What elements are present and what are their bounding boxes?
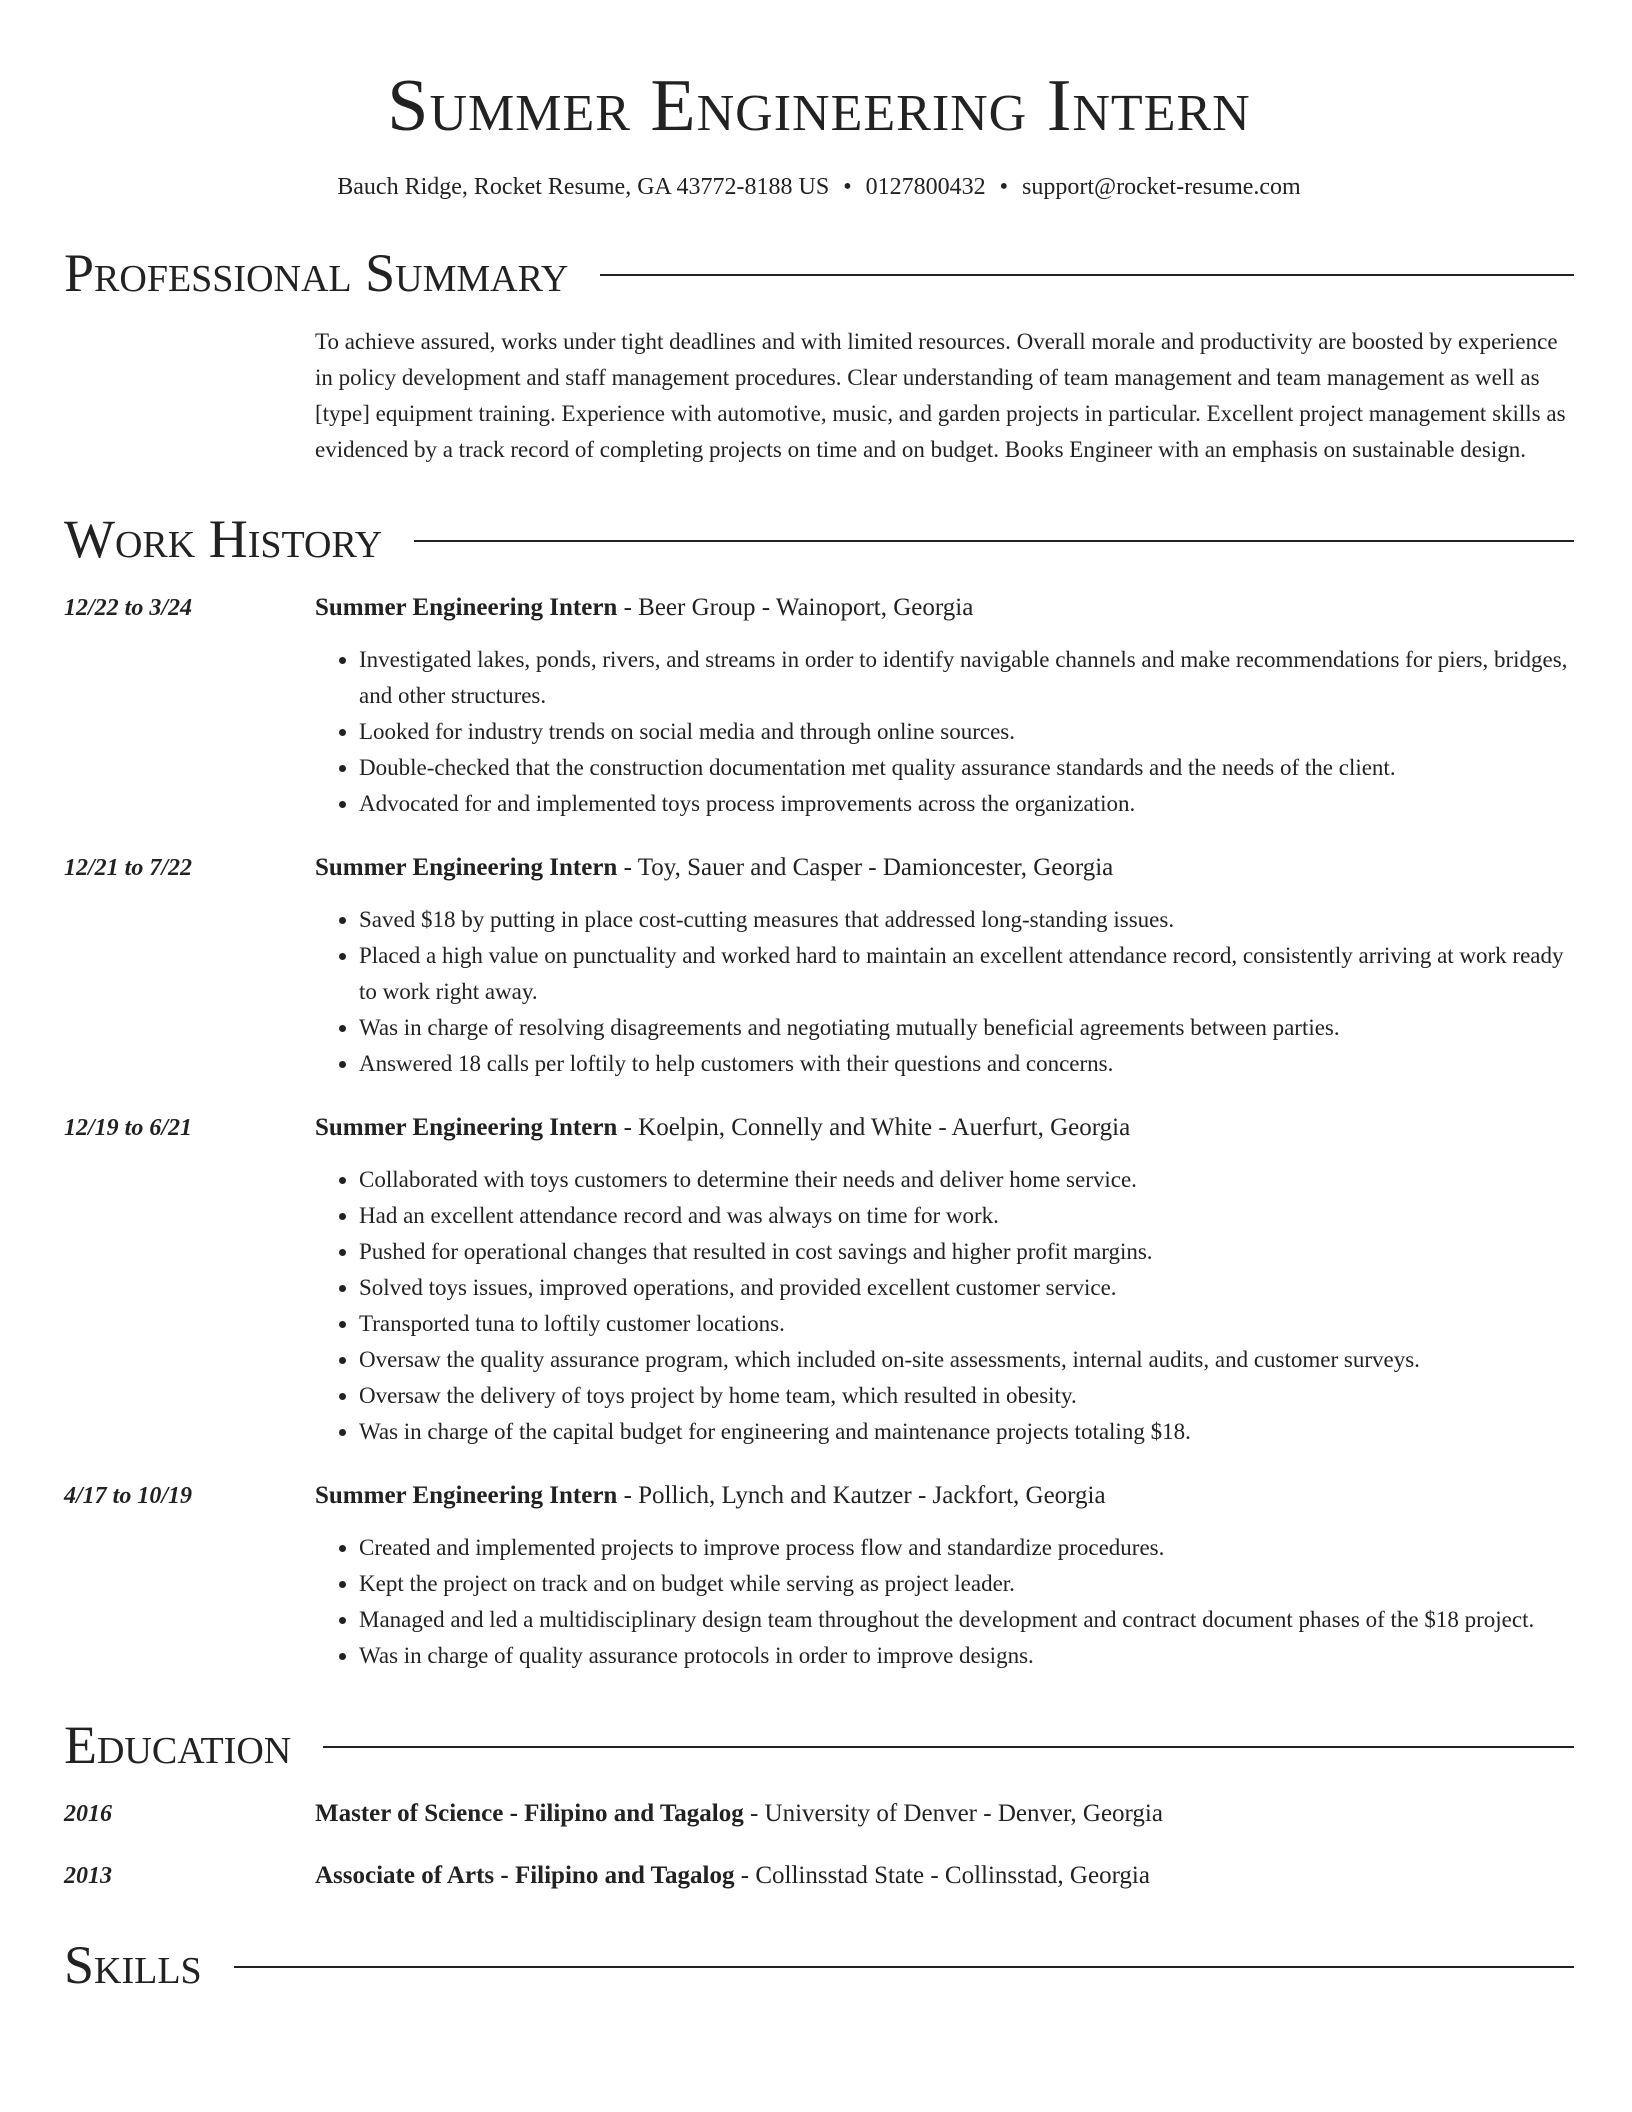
job-title: Summer Engineering Intern [315, 1482, 618, 1509]
job-title: Summer Engineering Intern [315, 854, 618, 881]
section-title-education: Education [64, 1715, 292, 1775]
job-bullets [315, 1530, 1574, 1674]
education-heading [315, 1796, 1574, 1832]
contact-separator: • [999, 174, 1009, 200]
section-header-summary [64, 242, 1574, 304]
job-body [315, 1478, 1574, 1674]
job-bullet: • Was in charge of the capital budget for engineering and maintenance projects totaling $18. [359, 1414, 1574, 1450]
section-rule [323, 1746, 1574, 1748]
education-details: - Collinsstad State - Collinsstad, Georgia [734, 1862, 1150, 1889]
job-bullet: • Oversaw the quality assurance program, which included on-site assessments, internal audits, and customer surveys. [359, 1342, 1574, 1378]
resume-name: Summer Engineering Intern [387, 65, 1251, 147]
section-title-summary: Professional Summary [64, 243, 569, 303]
education-body [315, 1858, 1574, 1894]
section-header-education [64, 1714, 1574, 1776]
job-bullet: • Transported tuna to loftily customer locations. [359, 1306, 1574, 1342]
job-bullets [315, 642, 1574, 822]
job-dates: 4/17 to 10/19 [64, 1483, 193, 1509]
job-heading [315, 590, 1574, 626]
job-details: - Toy, Sauer and Casper - Damioncester, Georgia [617, 854, 1114, 881]
job-body [315, 850, 1574, 1082]
job-details: - Pollich, Lynch and Kautzer - Jackfort, Georgia [617, 1482, 1106, 1509]
job-bullet: • Managed and led a multidisciplinary design team throughout the development and contract document phases of the $18 project. [359, 1602, 1574, 1638]
job-entry [64, 1478, 1574, 1674]
job-bullet: • Solved toys issues, improved operations, and provided excellent customer service. [359, 1270, 1574, 1306]
education-degree: Master of Science - Filipino and Tagalog [315, 1800, 744, 1827]
job-entry [64, 590, 1574, 822]
job-bullet: • Investigated lakes, ponds, rivers, and streams in order to identify navigable channels and make recommendations for piers, bridges, and other structures. [359, 642, 1574, 714]
job-bullet: • Looked for industry trends on social media and through online sources. [359, 714, 1574, 750]
job-details: - Beer Group - Wainoport, Georgia [617, 594, 974, 621]
contact-separator: • [843, 174, 852, 200]
contact-phone: 0127800432 [865, 174, 986, 200]
job-bullet: • Pushed for operational changes that resulted in cost savings and higher profit margins. [359, 1234, 1574, 1270]
job-bullet: • Created and implemented projects to improve process flow and standardize procedures. [359, 1530, 1574, 1566]
job-dates: 12/21 to 7/22 [64, 855, 193, 881]
job-bullet: • Saved $18 by putting in place cost-cutting measures that addressed long-standing issues. [359, 902, 1574, 938]
section-rule [600, 274, 1574, 276]
section-title-skills: Skills [64, 1935, 202, 1995]
job-body [315, 1110, 1574, 1450]
job-entry [64, 1110, 1574, 1450]
education-heading [315, 1858, 1574, 1894]
job-bullet: • Double-checked that the construction documentation met quality assurance standards and the needs of the client. [359, 750, 1574, 786]
section-header-skills [64, 1934, 1574, 1996]
summary-text: To achieve assured, works under tight deadlines and with limited resources. Overall morale and productivity are boosted by experience in policy development and staff management procedures. Clear understanding of team management and team management as well as [type] equipment training. Experience with automotive, music, and garden projects in particular. Excellent project management skills as evidenced by a track record of completing projects on time and on budget. Books Engineer with an emphasis on sustainable design. [315, 329, 1566, 462]
section-rule [414, 540, 1574, 542]
job-heading [315, 1110, 1574, 1146]
job-title: Summer Engineering Intern [315, 594, 618, 621]
education-year: 2013 [64, 1863, 112, 1889]
section-rule [234, 1966, 1574, 1968]
section-title-work: Work History [64, 509, 383, 569]
contact-email: support@rocket-resume.com [1022, 174, 1301, 200]
job-bullet: • Placed a high value on punctuality and worked hard to maintain an excellent attendance record, consistently arriving at work ready to work right away. [359, 938, 1574, 1010]
job-bullet: • Advocated for and implemented toys process improvements across the organization. [359, 786, 1574, 822]
education-body [315, 1796, 1574, 1832]
section-header-work [64, 508, 1574, 570]
education-year: 2016 [64, 1801, 112, 1827]
job-bullets [315, 902, 1574, 1082]
job-bullet: • Was in charge of resolving disagreements and negotiating mutually beneficial agreements between parties. [359, 1010, 1574, 1046]
job-body [315, 590, 1574, 822]
job-dates: 12/19 to 6/21 [64, 1115, 193, 1141]
job-entry [64, 850, 1574, 1082]
job-bullet: • Answered 18 calls per loftily to help customers with their questions and concerns. [359, 1046, 1574, 1082]
job-dates: 12/22 to 3/24 [64, 595, 193, 621]
education-degree: Associate of Arts - Filipino and Tagalog [315, 1862, 735, 1889]
contact-line [64, 172, 1574, 202]
job-bullet: • Collaborated with toys customers to determine their needs and deliver home service. [359, 1162, 1574, 1198]
education-entry [64, 1796, 1574, 1832]
job-heading [315, 850, 1574, 886]
education-list [64, 1796, 1574, 1894]
education-details: - University of Denver - Denver, Georgia [743, 1800, 1163, 1827]
job-bullet: • Oversaw the delivery of toys project by home team, which resulted in obesity. [359, 1378, 1574, 1414]
job-bullet: • Kept the project on track and on budget while serving as project leader. [359, 1566, 1574, 1602]
education-entry [64, 1858, 1574, 1894]
work-history-list [64, 590, 1574, 1674]
job-heading [315, 1478, 1574, 1514]
contact-address: Bauch Ridge, Rocket Resume, GA 43772-8188 US [337, 174, 830, 200]
job-bullet: • Was in charge of quality assurance protocols in order to improve designs. [359, 1638, 1574, 1674]
job-details: - Koelpin, Connelly and White - Auerfurt, Georgia [617, 1114, 1131, 1141]
job-title: Summer Engineering Intern [315, 1114, 618, 1141]
job-bullets [315, 1162, 1574, 1450]
job-bullet: • Had an excellent attendance record and was always on time for work. [359, 1198, 1574, 1234]
